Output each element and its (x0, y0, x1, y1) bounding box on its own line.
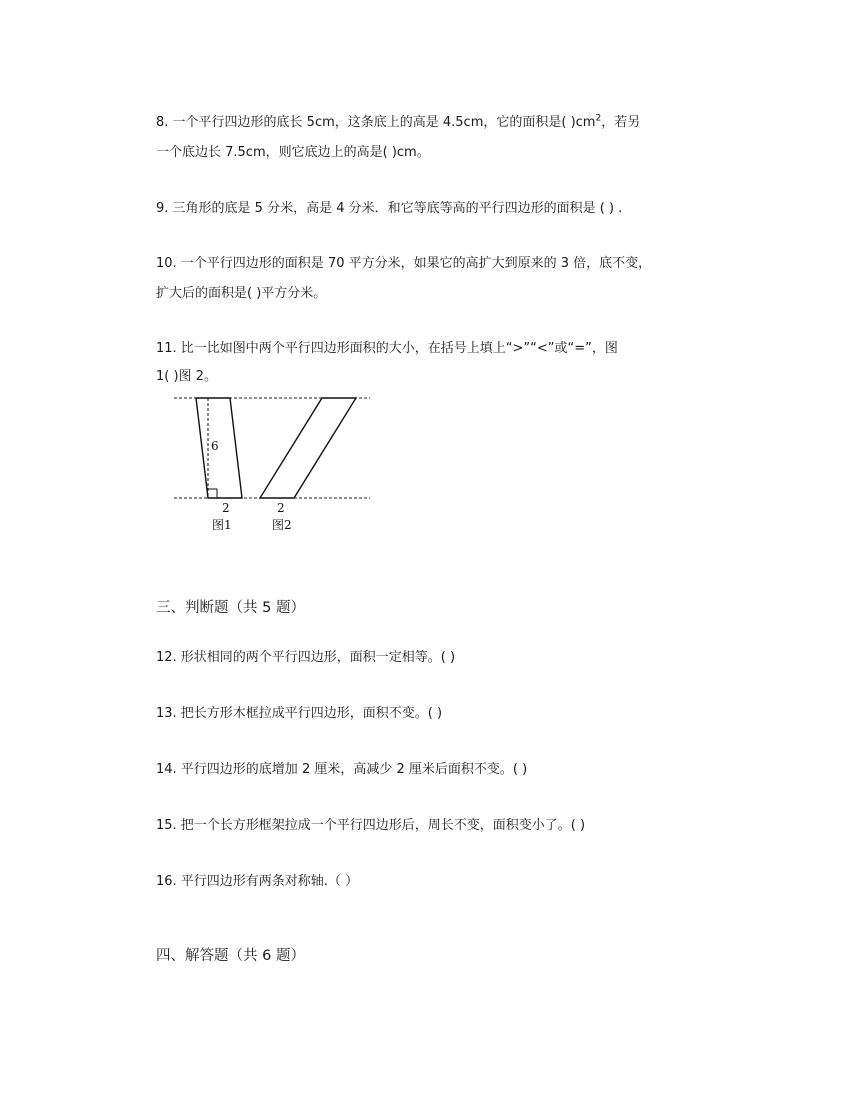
figure-caption-1: 图1 (212, 518, 232, 532)
question-8-superscript: 2 (595, 113, 602, 124)
question-8-text-b: ，若另 (601, 115, 641, 130)
question-8-line-2: 一个底边长 7.5cm，则它底边上的高是( )cm。 (156, 145, 430, 160)
question-16: 16. 平行四边形有两条对称轴.（ ） (156, 874, 359, 889)
question-8-text-a: 8. 一个平行四边形的底长 5cm，这条底上的高是 4.5cm，它的面积是( )cm (156, 115, 596, 130)
question-10-line-2: 扩大后的面积是( )平方分米。 (156, 286, 327, 301)
parallelogram-1 (196, 398, 242, 498)
parallelogram-figure (160, 388, 380, 538)
question-15: 15. 把一个长方形框架拉成一个平行四边形后，周长不变，面积变小了。( ) (156, 818, 586, 833)
question-14: 14. 平行四边形的底增加 2 厘米，高减少 2 厘米后面积不变。( ) (156, 762, 528, 777)
question-11-line-2: 1( )图 2。 (156, 369, 217, 384)
parallelogram-2 (260, 398, 356, 498)
base-label-2: 2 (277, 501, 285, 515)
question-10-line-1: 10. 一个平行四边形的面积是 70 平方分米，如果它的高扩大到原来的 3 倍，底不变， (156, 256, 652, 271)
figure-caption-2: 图2 (272, 518, 292, 532)
question-11-line-1: 11. 比一比如图中两个平行四边形面积的大小，在括号上填上“>”“<”或“=”，图 (156, 341, 618, 356)
height-label: 6 (211, 439, 219, 453)
question-12: 12. 形状相同的两个平行四边形，面积一定相等。( ) (156, 650, 456, 665)
section-3-heading: 三、判断题（共 5 题） (156, 600, 305, 616)
section-4-heading: 四、解答题（共 6 题） (156, 948, 305, 964)
question-8-line-1 (156, 113, 640, 133)
right-angle-mark (208, 489, 217, 498)
question-13: 13. 把长方形木框拉成平行四边形，面积不变。( ) (156, 706, 443, 721)
question-9-line-1: 9. 三角形的底是 5 分米，高是 4 分米．和它等底等高的平行四边形的面积是 ( ) . (156, 201, 623, 216)
base-label-1: 2 (222, 501, 230, 515)
